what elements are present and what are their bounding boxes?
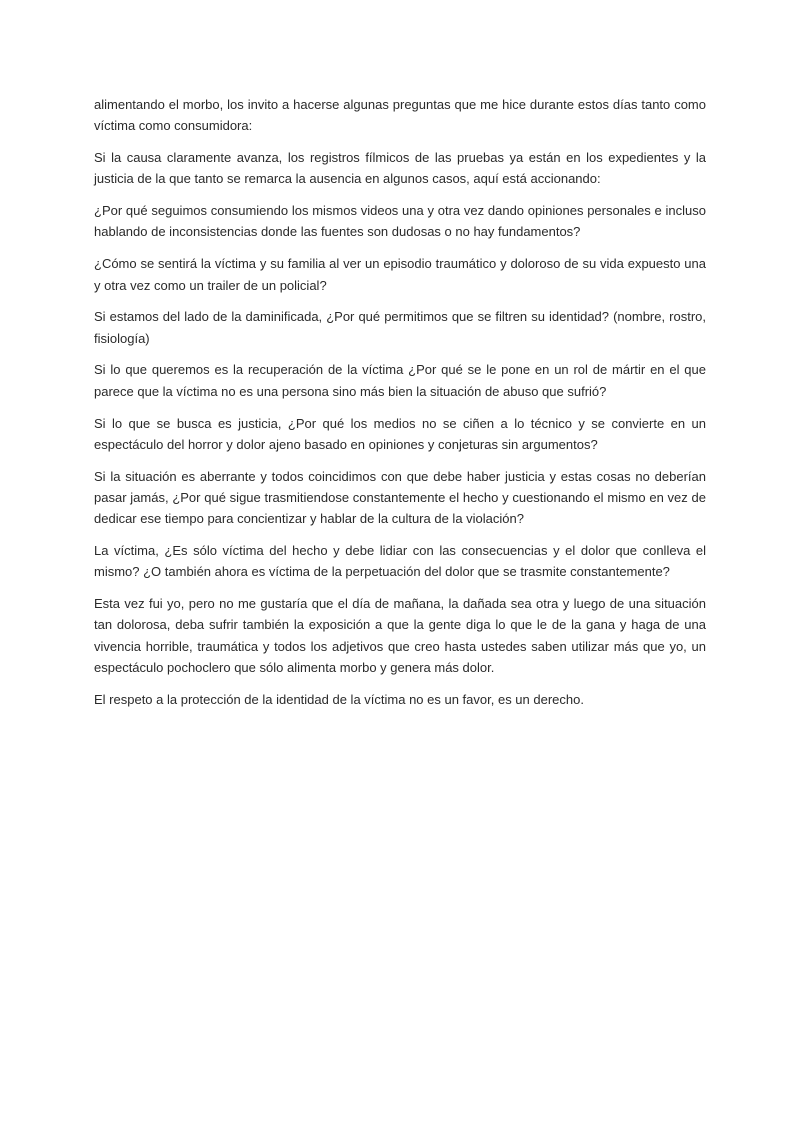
paragraph-4: ¿Cómo se sentirá la víctima y su familia al ver un episodio traumático y doloroso de su vida expuesto una y otra vez como un trailer de un policial? [94, 256, 706, 293]
paragraph-9: La víctima, ¿Es sólo víctima del hecho y debe lidiar con las consecuencias y el dolor que conlleva el mismo? ¿O también ahora es víctima de la perpetuación del dolor que se trasmite constantemente? [94, 543, 706, 580]
paragraph-2: Si la causa claramente avanza, los registros fílmicos de las pruebas ya están en los expedientes y la justicia de la que tanto se remarca la ausencia en algunos casos, aquí está accionando: [94, 150, 706, 187]
paragraph-7: Si lo que se busca es justicia, ¿Por qué los medios no se ciñen a lo técnico y se convierte en un espectáculo del horror y dolor ajeno basado en opiniones y conjeturas sin argumentos? [94, 415, 706, 452]
paragraph-5: Si estamos del lado de la daminificada, ¿Por qué permitimos que se filtren su identidad? (nombre, rostro, fisiología) [94, 309, 706, 346]
document-body [94, 94, 706, 721]
paragraph-3: ¿Por qué seguimos consumiendo los mismos videos una y otra vez dando opiniones personales e incluso hablando de inconsistencias donde las fuentes son dudosas o no hay fundamentos? [94, 203, 706, 240]
paragraph-8: Si la situación es aberrante y todos coincidimos con que debe haber justicia y estas cosas no deberían pasar jamás, ¿Por qué sigue trasmitiendose constantemente el hecho y cuestionando el mismo en vez de dedicar ese tiempo para concientizar y hablar de la cultura de la violación? [94, 468, 706, 527]
paragraph-10: Esta vez fui yo, pero no me gustaría que el día de mañana, la dañada sea otra y luego de una situación tan dolorosa, deba sufrir también la exposición a que la gente diga lo que le de la gana y haga de una vivencia horrible, traumática y todos los adjetivos que creo hasta ustedes saben utilizar más que yo, un espectáculo pochoclero que sólo alimenta morbo y genera más dolor. [94, 596, 706, 676]
paragraph-11: El respeto a la protección de la identidad de la víctima no es un favor, es un derecho. [94, 691, 584, 707]
paragraph-6: Si lo que queremos es la recuperación de la víctima ¿Por qué se le pone en un rol de mártir en el que parece que la víctima no es una persona sino más bien la situación de abuso que sufrió? [94, 362, 706, 399]
paragraph-1: alimentando el morbo, los invito a hacerse algunas preguntas que me hice durante estos días tanto como víctima como consumidora: [94, 97, 706, 134]
